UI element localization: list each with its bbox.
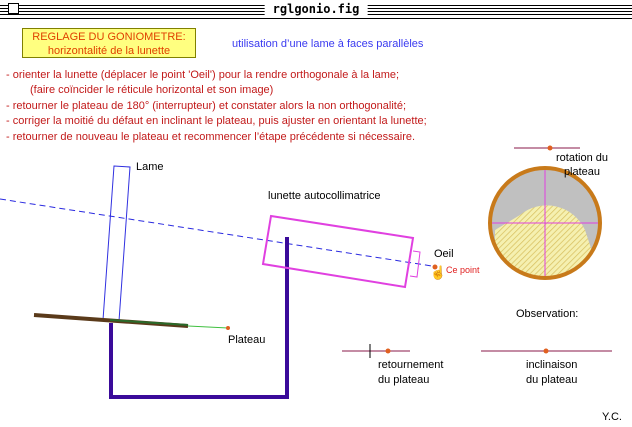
- instruction-2: (faire coïncider le réticule horizontal et son image): [30, 84, 274, 97]
- retournement-label-line2: du plateau: [378, 374, 430, 386]
- window-title: rglgonio.fig: [265, 1, 368, 18]
- rotation-label: [556, 151, 608, 179]
- rotation-handle[interactable]: [548, 146, 553, 151]
- inclinaison-handle[interactable]: [544, 349, 549, 354]
- instruction-5: - retourner de nouveau le plateau et recommencer l’étape précédente si nécessaire.: [6, 130, 416, 143]
- hand-pointer-icon: ☝: [430, 265, 447, 280]
- plateau-label: Plateau: [228, 334, 266, 346]
- rotation-label-line1: rotation du: [556, 152, 608, 164]
- observation-label: Observation:: [516, 308, 579, 320]
- rotation-label-line2: plateau: [563, 166, 601, 178]
- instruction-4: - corriger la moitié du défaut en inclinant le plateau, puis ajuster en orientant la lunette;: [6, 115, 427, 128]
- inclinaison-label-line1: inclinaison: [526, 359, 578, 371]
- lame-blade[interactable]: [103, 166, 130, 321]
- plateau-arm: [188, 326, 228, 328]
- retournement-label: [378, 358, 443, 388]
- oeil-label: Oeil: [434, 248, 454, 260]
- subtitle: utilisation d’une lame à faces parallèles: [232, 38, 424, 50]
- plateau-handle[interactable]: [226, 326, 230, 330]
- oeil-bracket: [410, 251, 420, 277]
- instruction-3: - retourner le plateau de 180° (interrupteur) et constater alors la non orthogonalité;: [6, 99, 407, 112]
- instruction-1: - orienter la lunette (déplacer le point 'Oeil') pour la rendre orthogonale à la lame;: [6, 69, 400, 81]
- ce-point-label: Ce point: [446, 265, 480, 275]
- support-frame: [111, 237, 287, 397]
- author-initials: Y.C.: [602, 411, 622, 423]
- heading-line2: horizontalité de la lunette: [47, 45, 171, 57]
- optical-axis: [0, 199, 432, 266]
- lame-label: Lame: [136, 161, 164, 173]
- heading-line1: REGLAGE DU GONIOMETRE:: [32, 31, 186, 43]
- retournement-label-line1: retournement: [378, 359, 444, 371]
- lunette-label: lunette autocollimatrice: [268, 190, 381, 202]
- retournement-handle[interactable]: [386, 349, 391, 354]
- inclinaison-label-line2: du plateau: [526, 374, 578, 386]
- observation-view: [490, 168, 600, 292]
- inclinaison-label: [526, 358, 577, 388]
